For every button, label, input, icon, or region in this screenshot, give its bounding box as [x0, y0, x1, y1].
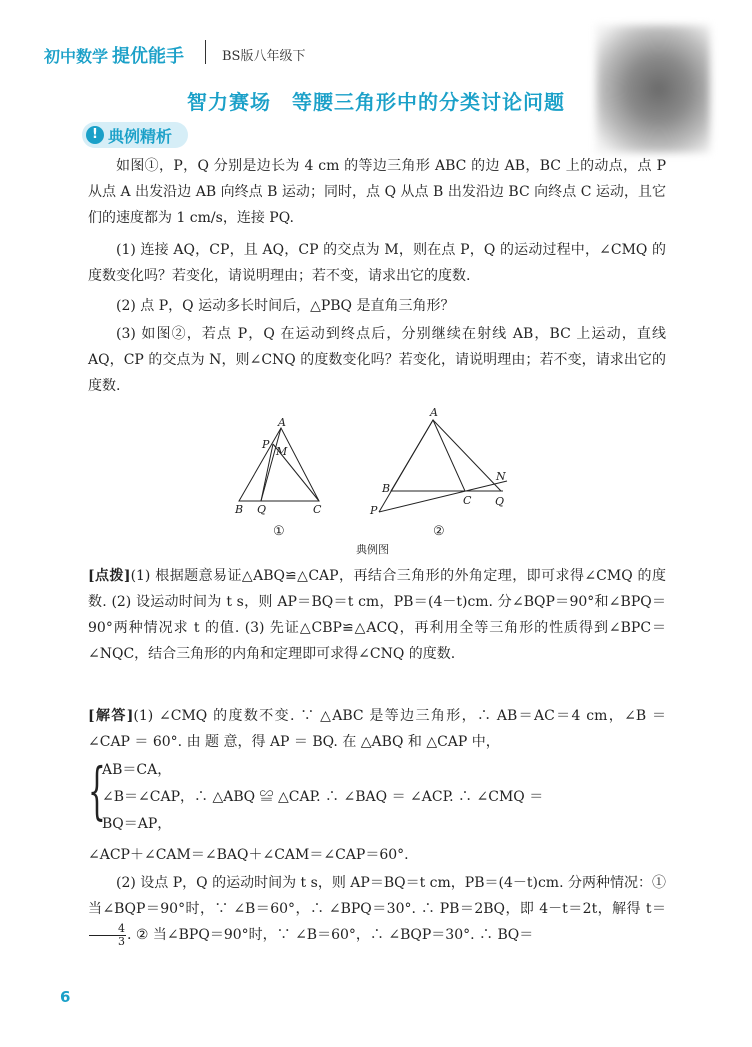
- header-divider: [205, 40, 206, 64]
- fig2-ray-ab: [379, 420, 433, 512]
- fig2-label-b: B: [382, 482, 391, 495]
- fig1-number: ①: [273, 524, 285, 539]
- fig2-line-pc: [379, 481, 507, 512]
- congruence-brace-block: [88, 754, 666, 837]
- section-heading: [82, 122, 188, 148]
- fig2-label-a: A: [430, 408, 438, 419]
- fig1-label-p: P: [262, 438, 270, 451]
- fig2-label-n: N: [496, 470, 506, 483]
- section-label: 典例精析: [108, 126, 173, 146]
- problem-question-3: (3) 如图②，若点 P，Q 在运动到终点后，分别继续在射线 AB，BC 上运动，直线 AQ，CP 的交点为 N，则∠CNQ 的度数变化吗？若变化，请说明理由；若不变，请求出它的度数.: [88, 326, 666, 394]
- page-number: 6: [60, 988, 71, 1006]
- example-figure: [225, 408, 525, 558]
- fraction-numerator: 4: [89, 923, 126, 936]
- fig1-label-q: Q: [257, 503, 267, 516]
- solution-tag: [解答]: [88, 708, 134, 724]
- exclamation-icon: !: [86, 126, 104, 144]
- fig2-number: ②: [433, 524, 445, 539]
- fig1-label-a: A: [278, 416, 286, 429]
- solution-p1-end: ∠ACP＋∠CAM＝∠BAQ＋∠CAM＝∠CAP＝60°.: [88, 847, 409, 863]
- fig2-label-q: Q: [495, 495, 505, 508]
- fig2-triangle-abc: [391, 420, 465, 491]
- fig2-segment-aq: [433, 420, 501, 491]
- solution-p2-a: (2) 设点 P，Q 的运动时间为 t s，则 AP＝BQ＝t cm，PB＝(4－t)cm. 分两种情况：① 当∠BQP＝90°时，∵ ∠B＝60°，∴ ∠BPQ＝30°. ∴ PB＝2BQ，即 4－: [88, 875, 666, 917]
- fig2-label-p: P: [370, 504, 378, 517]
- solution-paragraph-2: [88, 870, 666, 948]
- hint-tag: [点拨]: [88, 568, 131, 584]
- solution-p2-c: . ② 当∠BPQ＝90°时，∵ ∠B＝60°，∴ ∠BQP＝30°. ∴ BQ＝: [127, 927, 534, 943]
- problem-intro: 如图①，P，Q 分别是边长为 4 cm 的等边三角形 ABC 的边 AB，BC 上的动点，点 P 从点 A 出发沿边 AB 向终点 B 运动；同时，点 Q 从点 B 出发沿边 BC 向终点 C 运动，且它们的速度都为 1 cm/s，连接 PQ.: [88, 158, 666, 226]
- solution-paragraph-1: [88, 703, 666, 755]
- fig1-label-m: M: [276, 445, 288, 458]
- problem-question-2: (2) 点 P，Q 运动多长时间后，△PBQ 是直角三角形？: [116, 298, 455, 314]
- fraction-four-thirds: [89, 923, 126, 948]
- brace-line-1: AB＝CA，: [102, 762, 172, 778]
- edition-label: BS版八年级下: [222, 49, 306, 64]
- brace-line-2: ∠B＝∠CAP，∴ △ABQ ≌ △CAP. ∴ ∠BAQ ＝ ∠ACP. ∴ ∠CMQ ＝: [102, 789, 544, 805]
- series-brand: [44, 42, 184, 68]
- fig1-label-c: C: [313, 503, 322, 516]
- fig1-label-b: B: [235, 503, 244, 516]
- brand-series: 初中数学: [44, 47, 109, 66]
- page-title: 智力赛场 等腰三角形中的分类讨论问题: [187, 90, 565, 114]
- hint-paragraph: [88, 563, 666, 667]
- figure-svg: [225, 408, 525, 558]
- figure-caption: 典例图: [356, 543, 389, 556]
- solution-p1-text: (1) ∠CMQ 的度数不变. ∵ △ABC 是等边三角形，∴ AB＝AC＝4 cm，∠B ＝ ∠CAP ＝ 60°. 由 题 意，得 AP ＝ BQ. 在 △ABQ 和 △CAP 中，: [88, 708, 666, 750]
- fig2-label-c: C: [463, 494, 472, 507]
- fig1-triangle-abc: [239, 428, 319, 501]
- fraction-denominator: 3: [118, 934, 125, 948]
- solution-p2-b: t＝2t，解得 t＝: [562, 901, 666, 917]
- brace-line-3: BQ＝AP，: [102, 816, 172, 832]
- brand-name: 提优能手: [112, 46, 185, 67]
- problem-question-1: (1) 连接 AQ，CP，且 AQ，CP 的交点为 M，则在点 P，Q 的运动过程中，∠CMQ 的度数变化吗？若变化，请说明理由；若不变，请求出它的度数.: [88, 242, 666, 284]
- hint-text: (1) 根据题意易证△ABQ≌△CAP，再结合三角形的外角定理，即可求得∠CMQ 的度数. (2) 设运动时间为 t s，则 AP＝BQ＝t cm，PB＝(4－t)cm. 分∠BQP＝90°和∠BPQ＝90°两种情况求 t 的值. (3) 先证△CBP≌△ACQ，再利用全等三角形的性质得到∠BPC＝∠NQC，结合三角形的内角和定理即可求得∠CNQ 的度数.: [88, 568, 666, 662]
- brace-symbol: {: [88, 754, 106, 827]
